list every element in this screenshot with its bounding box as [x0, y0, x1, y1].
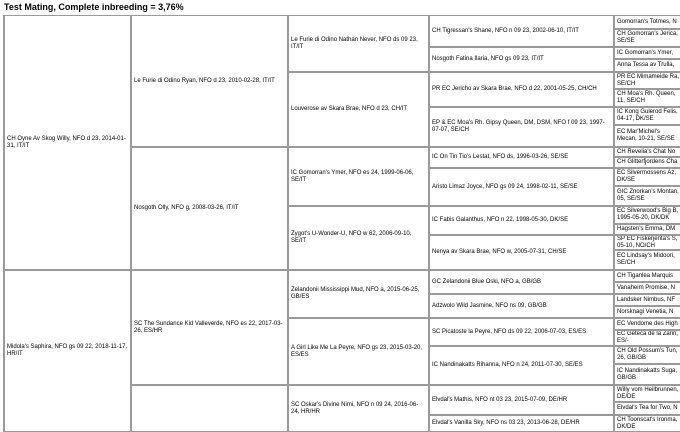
pedigree-gen3-6: A Girl Like Me La Peyre, NFO gs 23, 2015-03-20, ES/ES — [288, 318, 429, 385]
pedigree-gen2-1: Le Furie di Odino Ryan, NFO d 23, 2010-02-28, IT/IT — [131, 15, 288, 147]
pedigree-gen4-14: Elvdal's Vanilla Sky, NFO ns 03 23, 2013-06-28, DE/HR — [429, 415, 614, 432]
pedigree-gen5-23: CH Old Possum's Tun, 26, GB/GB — [614, 346, 680, 364]
pedigree-gen5-2: CH Gomorran's Jerica, SE/SE — [614, 29, 680, 47]
pedigree-gen5-10: CH Glitterfjordens Cha — [614, 157, 680, 168]
pedigree-gen5-8: EC Mar'Michel's Mecan, 10-21, SE/SE — [614, 125, 680, 147]
pedigree-gen3-1: Le Furie di Odino Nathan Never, NFO ds 09 23, IT/IT — [288, 15, 429, 72]
pedigree-gen5-6: CH Moa's Rh. Queen, 11, SE/CH — [614, 89, 680, 107]
pedigree-gen4-2: Nosgoth Fatina Ilaria, NFO gs 09 23, IT/IT — [429, 47, 614, 72]
pedigree-gen4-11: SC Picatoste la Peyre, NFO ds 09 22, 2006-07-03, ES/ES — [429, 318, 614, 346]
pedigree-gen5-1: Gomorran's Totmes, N — [614, 15, 680, 29]
pedigree-gen2-4 — [131, 385, 288, 432]
pedigree-gen4-6: Aristo Limaz Joyce, NFO gs 09 24, 1998-02-11, SE/SE — [429, 168, 614, 206]
pedigree-dam: Midola's Saphira, NFO gs 09 22, 2018-11-17, HR/IT — [4, 270, 131, 432]
pedigree-gen5-4: Anna Tessa av Trulla, — [614, 59, 680, 72]
pedigree-gen5-19: Landsker Nimbus, NF — [614, 294, 680, 306]
pedigree-gen5-3: IC Gomorran's Ymer, — [614, 47, 680, 59]
pedigree-gen5-17: CH Tiganlea Marquis — [614, 270, 680, 282]
pedigree-gen4-13: Elvdal's Mathis, NFO nt 03 23, 2015-07-09, DE/HR — [429, 385, 614, 415]
pedigree-gen4-4: EP & EC Moa's Rh. Gipsy Queen, DM, DSM, NFO f 09 23, 1997-07-07, SE/CH — [429, 107, 614, 147]
pedigree-gen4-10: Adzwolo Wild Jasmine, NFO ns 09, GB/GB — [429, 294, 614, 318]
pedigree-gen5-27: CH Toonscat's Ironma, DK/DE — [614, 415, 680, 432]
pedigree-gen5-9: CH Revelia's Chat No — [614, 147, 680, 157]
pedigree-gen5-7: IC Kong Gulerod Felis, 04-17, DK/SE — [614, 107, 680, 125]
pedigree-gen3-5: Zelandonii Mississippi Mud, NFO a, 2015-06-25, GB/ES — [288, 270, 429, 318]
pedigree-gen5-22: EC Geteca de la Zarin, ES/- — [614, 330, 680, 346]
pedigree-gen4-7: IC Fabis Galanthus, NFO n 22, 1998-05-30, DK/SE — [429, 206, 614, 235]
pedigree-gen5-11: EC Silvermossens Az, DK/SE — [614, 168, 680, 186]
pedigree-gen4-1: CH Tigressan's Shane, NFO n 09 23, 2002-06-10, IT/IT — [429, 15, 614, 47]
pedigree-gen5-14: Hagsten's Emma, DM — [614, 224, 680, 235]
pedigree-gen5-16: EC Lindsay's Midoori, SE/CH — [614, 250, 680, 270]
pedigree-gen5-21: EC Vendome des High — [614, 318, 680, 330]
pedigree-gen4-8: Nenya av Skara Brae, NFO w, 2005-07-31, CH/SE — [429, 235, 614, 270]
pedigree-gen5-20: Norsknagi Venetia, N — [614, 306, 680, 318]
pedigree-gen3-4: Zygot's U-Wonder-U, NFO w 62, 2006-09-10, SE/IT — [288, 206, 429, 270]
pedigree-gen5-15: SP EC Fiskerjenta's S, 05-10, NO/CH — [614, 235, 680, 250]
pedigree-sire: CH Oyne Av Skog Willy, NFO d 23, 2014-01-31, IT/IT — [4, 15, 131, 270]
pedigree-gen5-18: Vanaheim Promise, N — [614, 282, 680, 294]
pedigree-gen5-12: GIC Znorkan's Montan, 05, SE/SE — [614, 186, 680, 206]
pedigree-gen4-3: PR EC Jericho av Skara Brae, NFO d 22, 2001-05-25, CH/CH — [429, 72, 614, 107]
pedigree-gen4-9: GC Zelandonii Blue Oski, NFO a, GB/GB — [429, 270, 614, 294]
pedigree-gen5-25: Willy vom Heilbrunnen, DE/DE — [614, 385, 680, 402]
pedigree-gen3-2: Louverose av Skara Brae, NFO d 23, CH/IT — [288, 72, 429, 147]
pedigree-gen5-13: EC Silverwood's Big B, 1995-05-20, DK/DK — [614, 206, 680, 224]
pedigree-gen5-24: IC Nandinakatts Suga, GB/GB — [614, 364, 680, 385]
pedigree-gen3-7: SC Oskar's Divine Nimi, NFO n 09 24, 2016-06-24, HR/HR — [288, 385, 429, 432]
pedigree-gen5-26: Elvdal's Tea for Two, N — [614, 402, 680, 415]
pedigree-gen4-5: IC On Tin Tio's Lestat, NFO ds, 1996-03-26, SE/SE — [429, 147, 614, 168]
pedigree-gen3-3: IC Gomorran's Ymer, NFO es 24, 1999-06-06, SE/IT — [288, 147, 429, 206]
pedigree-gen2-3: SC The Sundance Kid Valleverde, NFO es 22, 2017-03-26, ES/HR — [131, 270, 288, 385]
page-title: Test Mating, Complete inbreeding = 3,76% — [4, 2, 184, 12]
pedigree-gen5-5: PR EC Mimameide Ra, SE/CH — [614, 72, 680, 89]
pedigree-gen4-12: IC Nandinakatts Rihanna, NFO n 24, 2011-07-30, SE/ES — [429, 346, 614, 385]
pedigree-gen2-2: Nosgoth Olly, NFO g, 2008-03-26, IT/IT — [131, 147, 288, 270]
